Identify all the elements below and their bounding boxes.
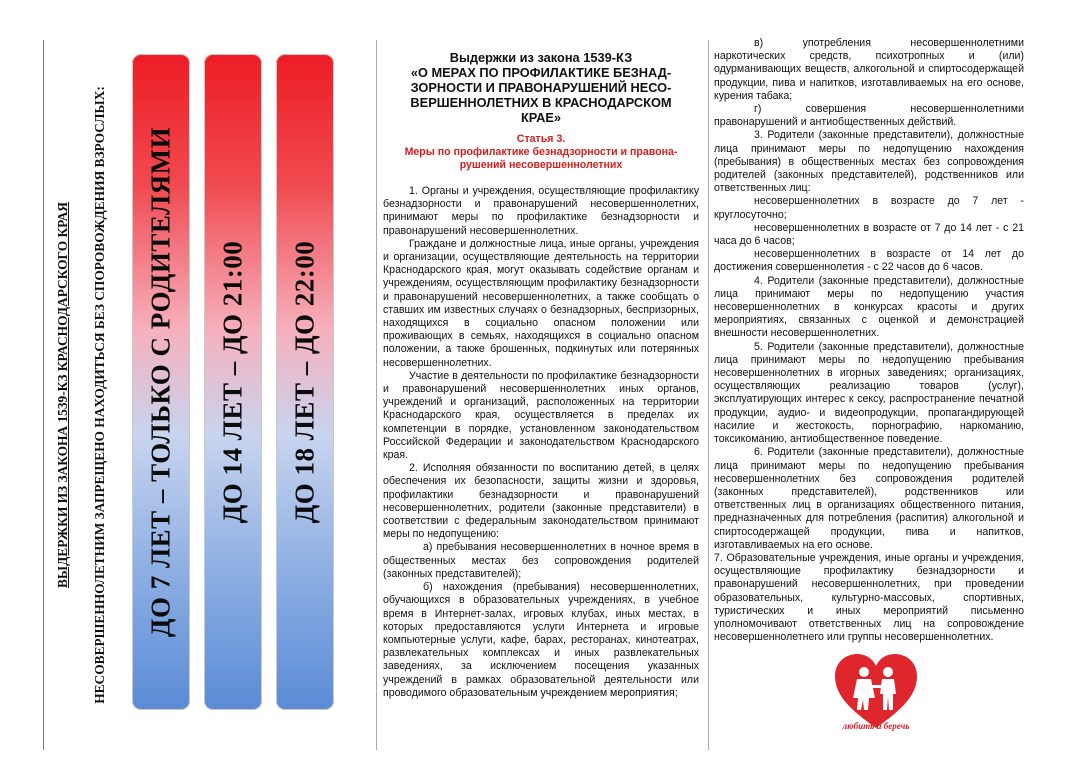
paragraph: Участие в деятельности по профилактике безнадзорности и правонарушений несовершеннолетних иных органов, учреждений и организаций, расположенных на территории Краснодарского края, осуществляется в пределах их компетенции в порядке, установленном законодательством Российской Федерации и законодательством Краснодарского края. — [383, 369, 699, 462]
paragraph: несовершеннолетних в возрасте от 14 лет до достижения совершеннолетия - с 22 часов до 6 часов. — [714, 248, 1024, 274]
side-title-wrap — [46, 40, 80, 750]
side-subtitle: НЕСОВЕРШЕННОЛЕТНИМ ЗАПРЕЩЕНО НАХОДИТЬСЯ БЕЗ СПОРОВОЖДЕНИЯ ВЗРОСЛЫХ: — [92, 86, 107, 704]
left-divider — [43, 40, 44, 750]
heart-children-icon — [833, 652, 919, 732]
age-bar-7 — [132, 54, 190, 710]
age-bar-7-label: ДО 7 ЛЕТ – ТОЛЬКО С РОДИТЕЛЯМИ — [145, 126, 176, 638]
paragraph: 6. Родители (законные представители), должностные лица принимают меры по недопущению пребывания несовершеннолетних без сопровождения родителей (законных представителей), родственников или ответственных лиц в организациях общественного питания, предназначенных для потребления (распития) алкогольной и спиртосодержащей продукции, пива и напитков, изготавливаемых на его основе. — [714, 446, 1024, 551]
divider-right — [708, 40, 709, 750]
paragraph: в) употребления несовершеннолетними наркотических средств, психотропных и (или) одурманивающих веществ, алкогольной и спиртосодержащей продукции, пива и напитков, изготавливаемых на его основе, курения табака; — [714, 37, 1024, 102]
age-bar-14-label: ДО 14 ЛЕТ – ДО 21:00 — [217, 240, 248, 524]
law-title: Выдержки из закона 1539-КЗ «О МЕРАХ ПО ПРОФИЛАКТИКЕ БЕЗНАД- ЗОРНОСТИ И ПРАВОНАРУШЕНИЙ НЕСО- ВЕРШЕННОЛЕТНИХ В КРАСНОДАРСКОМ КРАЕ» — [410, 50, 672, 125]
age-bar-18 — [276, 54, 334, 710]
age-bar-14 — [204, 54, 262, 710]
logo-caption: любить и беречь — [842, 721, 910, 731]
side-subtitle-wrap — [83, 40, 117, 750]
paragraph: несовершеннолетних в возрасте от 7 до 14 лет - с 21 часа до 6 часов; — [714, 221, 1024, 248]
age-bar-18-label: ДО 18 ЛЕТ – ДО 22:00 — [289, 240, 320, 524]
paragraph: 5. Родители (законные представители), должностные лица принимают меры по недопущению пребывания несовершеннолетних в игорных заведениях; организациях, осуществляющих реализацию товаров (услуг), эксплуатирующих интерес к сексу, распространение печатной продукции, аудио- и видеопродукции, пропагандирующей насилие и жестокость, порнографию, наркоманию, токсикоманию, антиобщественное поведение. — [714, 340, 1024, 446]
paragraph: Граждане и должностные лица, иные органы, учреждения и организации, осуществляющие деятельность на территории Краснодарского края, могут оказывать содействие органам и учреждениям, осуществляющим профилактику безнадзорности и правонарушений несовершеннолетних, а также сообщать о ставших им известных случаях о безнадзорных, беспризорных, находящихся в социально опасном положении или проживающих в семьях, находящихся в социально опасном положении, а также брошенных, подкинутых или потерянных несовершеннолетних. — [383, 237, 699, 369]
divider-middle — [376, 40, 377, 750]
paragraph: 7. Образовательные учреждения, иные органы и учреждения, осуществляющие профилактику безнадзорности и правонарушений несовершеннолетних, при проведении образовательных, культурно-массовых, спортивных, туристических и иных мероприятий письменно уполномочивают ответственных лиц на сопровождение несовершеннолетнего или группы несовершеннолетних. — [714, 551, 1024, 644]
paragraph: 3. Родители (законные представители), должностные лица принимают меры по недопущению нахождения (пребывания) в общественных местах без сопровождения родителей (законных представителей), родственников или ответственных лиц: — [714, 129, 1024, 195]
left-panel — [0, 0, 360, 768]
paragraph: 1. Органы и учреждения, осуществляющие профилактику безнадзорности и правонарушений несовершеннолетних, принимают меры по профилактике безнадзорности и правонарушений несовершеннолетних. — [383, 185, 699, 237]
right-column — [714, 37, 1024, 644]
paragraph: несовершеннолетних в возрасте до 7 лет - круглосуточно; — [714, 195, 1024, 221]
article-heading: Статья 3. Меры по профилактике безнадзорности и правона- рушений несовершеннолетних — [404, 133, 678, 171]
paragraph: г) совершения несовершеннолетними правонарушений и антиобщественных действий. — [714, 103, 1024, 129]
paragraph: 4. Родители (законные представители), должностные лица принимают меры по недопущению участия несовершеннолетних в конкурсах красоты и других мероприятиях, связанных с оценкой и демонстрацией внешности несовершеннолетних. — [714, 274, 1024, 340]
paragraph: 2. Исполняя обязанности по воспитанию детей, в целях обеспечения их безопасности, защиты жизни и здоровья, профилактики безнадзорности и правонарушений несовершеннолетних, родители (законные представители) в соответствии с федеральным законодательством принимают меры по недопущению: — [383, 462, 699, 541]
paragraph: б) нахождения (пребывания) несовершеннолетних, обучающихся в образовательных учреждениях, в учебное время в Интернет-залах, игровых клубах, иных местах, в которых предоставляются услуги Интернета и игровые компьютерные услуги, кафе, барах, ресторанах, кинотеатрах, развлекательных комплексах и иных развлекательных заведениях, за исключением посещения указанных учреждений в рамках образовательной деятельности или проводимого образовательным учреждением мероприятия; — [383, 581, 699, 699]
side-title: ВЫДЕРЖКИ ИЗ ЗАКОНА 1539-КЗ КРАСНОДАРСКОГО КРАЯ — [55, 202, 70, 588]
paragraph: а) пребывания несовершеннолетних в ночное время в общественных местах без сопровождения родителей (законных представителей); — [383, 541, 699, 580]
middle-column — [383, 50, 699, 700]
